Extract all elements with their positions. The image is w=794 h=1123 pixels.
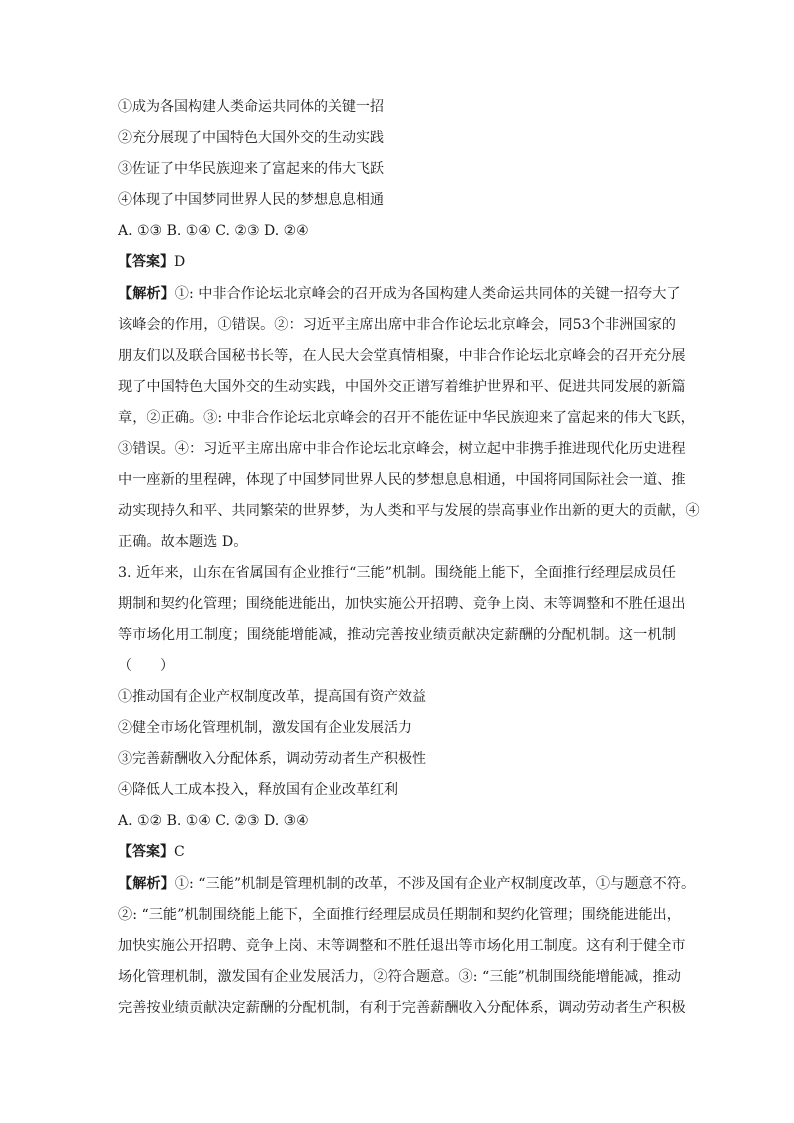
q2-analysis-line: ③错误。④：习近平主席出席中非合作论坛北京峰会，树立起中非携手推进现代化历史进程 — [118, 441, 686, 457]
answer-tag: 【答案】 — [118, 254, 174, 270]
q3-stem-line: 期制和契约化管理；围绕能进能出，加快实施公开招聘、竞争上岗、末等调整和不胜任退出 — [118, 596, 686, 612]
answer-tag: 【答案】 — [118, 844, 174, 860]
q3-analysis-line: 【解析】①: “三能”机制是管理机制的改革，不涉及国有企业产权制度改革，①与题意不符。 — [118, 876, 696, 892]
q2-option-1: ①成为各国构建人类命运共同体的关键一招 — [118, 99, 384, 115]
q2-analysis-line: 中一座新的里程碑，体现了中国梦同世界人民的梦想息息相通，中国将同国际社会一道、推 — [118, 472, 686, 488]
q3-analysis-line: 加快实施公开招聘、竞争上岗、末等调整和不胜任退出等市场化用工制度。这有利于健全市 — [118, 938, 686, 954]
q2-choices: A. ①③ B. ①④ C. ②③ D. ②④ — [118, 223, 309, 239]
q2-answer — [118, 252, 185, 272]
q3-analysis-line: 场化管理机制，激发国有企业发展活力，②符合题意。③: “三能”机制围绕能增能减，推动 — [118, 969, 681, 985]
q2-analysis-line: 章，②正确。③: 中非合作论坛北京峰会的召开不能佐证中华民族迎来了富起来的伟大飞跃， — [118, 410, 695, 426]
q3-option-2: ②健全市场化管理机制，激发国有企业发展活力 — [118, 720, 412, 736]
q2-analysis-line: 该峰会的作用，①错误。②：习近平主席出席中非合作论坛北京峰会，同53个非洲国家的 — [118, 317, 676, 333]
q2-analysis-line: 现了中国特色大国外交的生动实践，中国外交正谱写着维护世界和平、促进共同发展的新篇 — [118, 379, 686, 395]
q3-stem-line: 等市场化用工制度；围绕能增能减，推动完善按业绩贡献决定薪酬的分配机制。这一机制 — [118, 627, 676, 643]
q2-analysis-line: 动实现持久和平、共同繁荣的世界梦，为人类和平与发展的崇高事业作出新的更大的贡献，④ — [118, 503, 700, 519]
q3-analysis-line: ②: “三能”机制围绕能上能下，全面推行经理层成员任期制和契约化管理；围绕能进能出， — [118, 907, 681, 923]
q3-stem-line: 3. 近年来，山东在省属国有企业推行“三能”机制。围绕能上能下，全面推行经理层成员任 — [118, 565, 676, 581]
q3-answer — [118, 842, 185, 862]
analysis-tag: 【解析】 — [118, 286, 175, 302]
q3-stem-blank: （ ） — [118, 658, 174, 674]
q3-choices: A. ①② B. ①④ C. ②③ D. ③④ — [118, 813, 309, 829]
q2-option-3: ③佐证了中华民族迎来了富起来的伟大飞跃 — [118, 161, 384, 177]
answer-value: C — [174, 844, 185, 860]
q2-analysis-line: 【解析】①: 中非合作论坛北京峰会的召开成为各国构建人类命运共同体的关键一招夸大了 — [118, 286, 681, 302]
q3-option-4: ④降低人工成本投入，释放国有企业改革红利 — [118, 782, 398, 798]
answer-value: D — [174, 254, 186, 270]
q2-option-4: ④体现了中国梦同世界人民的梦想息息相通 — [118, 192, 384, 208]
q3-option-1: ①推动国有企业产权制度改革，提高国有资产效益 — [118, 689, 426, 705]
q2-option-2: ②充分展现了中国特色大国外交的生动实践 — [118, 130, 384, 146]
q2-analysis-line: 朋友们以及联合国秘书长等，在人民大会堂真情相聚，中非合作论坛北京峰会的召开充分展 — [118, 348, 686, 364]
q3-analysis-line: 完善按业绩贡献决定薪酬的分配机制，有利于完善薪酬收入分配体系，调动劳动者生产积极 — [118, 1000, 686, 1016]
q2-analysis-line: 正确。故本题选 D。 — [118, 534, 248, 550]
q3-option-3: ③完善薪酬收入分配体系，调动劳动者生产积极性 — [118, 751, 426, 767]
analysis-tag: 【解析】 — [118, 876, 175, 892]
